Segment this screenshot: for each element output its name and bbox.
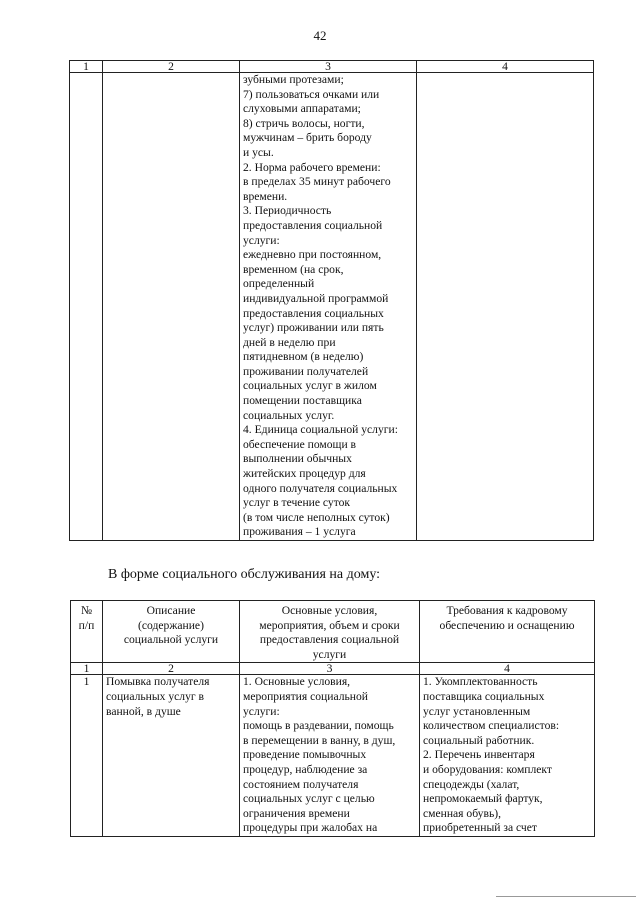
header-line: мероприятия, объем и сроки [259, 618, 400, 632]
header-line: Описание [146, 604, 196, 617]
text-line: количеством специалистов: [423, 719, 560, 733]
table-header-numbers-row [71, 663, 595, 675]
service-description-cell [103, 73, 240, 541]
header-line: Основные условия, [281, 604, 378, 617]
text-line: 7) пользоваться очками или [243, 87, 380, 101]
section-title: В форме социального обслуживания на дому: [108, 567, 381, 582]
text-line: и усы. [243, 145, 274, 159]
text-line: индивидуальной программой [243, 291, 389, 305]
header-line: (содержание) [138, 618, 204, 632]
service-description-cell [103, 675, 240, 837]
text-line: услуг) проживании или пять [243, 321, 384, 335]
text-line: в перемещении в ванну, в душ, [243, 733, 396, 747]
text-line: одного получателя социальных [243, 481, 398, 495]
header-line: предоставления социальной [259, 633, 400, 647]
column-number-3: 3 [240, 61, 417, 73]
text-line: ограничения времени [243, 806, 350, 820]
text-line: предоставления социальной [243, 218, 383, 232]
text-line: пятидневном (в неделю) [243, 350, 364, 364]
table-header-numbers-row [70, 61, 594, 73]
continued-services-table [69, 60, 594, 541]
text-line: дней в неделю при [243, 335, 336, 349]
text-line: процедур, наблюдение за [243, 762, 368, 776]
text-line: состоянием получателя [243, 777, 359, 791]
column-number-3: 3 [240, 663, 420, 675]
text-line: 4. Единица социальной услуги: [243, 423, 398, 437]
column-number-4: 4 [417, 61, 594, 73]
staffing-requirements-cell [417, 73, 594, 541]
text-line: услуг установленным [423, 704, 531, 718]
header-line: социальной услуги [123, 633, 219, 647]
text-line: проживания – 1 услуга [243, 525, 356, 539]
text-line: 8) стричь волосы, ногти, [243, 116, 365, 130]
header-line: п/п [78, 618, 95, 632]
home-services-table [70, 600, 595, 837]
text-line: 2. Норма рабочего времени: [243, 160, 381, 174]
text-line: в пределах 35 минут рабочего [243, 175, 391, 189]
text-line: процедуры при жалобах на [243, 821, 378, 835]
row-number-cell [70, 73, 103, 541]
column-number-1: 1 [70, 61, 103, 73]
header-line: обеспечению и оснащению [439, 618, 575, 632]
column-number-2: 2 [103, 663, 240, 675]
text-line: проживании получателей [243, 364, 369, 378]
column-number-4: 4 [420, 663, 595, 675]
text-line: Помывка получателя [106, 675, 210, 689]
text-line: обеспечение помощи в [243, 437, 357, 451]
text-line: зубными протезами; [243, 73, 344, 86]
row-number-cell: 1 [71, 675, 103, 837]
text-line: сменная обувь), [423, 806, 501, 820]
text-line: 3. Периодичность [243, 204, 332, 218]
page-number: 42 [313, 28, 327, 43]
text-line: приобретенный за счет [423, 821, 537, 835]
column-number-2: 2 [103, 61, 240, 73]
text-line: помещении поставщика [243, 394, 362, 408]
header-requirements [420, 601, 595, 663]
text-line: социальных услуг. [243, 408, 335, 422]
text-line: временном (на срок, [243, 262, 344, 276]
table-row [70, 73, 594, 541]
text-line: спецодежды (халат, [423, 777, 520, 791]
text-line: мужчинам – брить бороду [243, 131, 372, 145]
text-line: непромокаемый фартук, [423, 792, 543, 806]
header-description [103, 601, 240, 663]
text-line: мероприятия социальной [243, 689, 368, 703]
text-line: социальный работник. [423, 733, 535, 747]
text-line: проведение помывочных [243, 748, 367, 762]
text-line: предоставления социальных [243, 306, 384, 320]
column-number-1: 1 [71, 663, 103, 675]
text-line: поставщика социальных [423, 689, 545, 703]
table-header-row [71, 601, 595, 663]
staffing-requirements-cell [420, 675, 595, 837]
header-line: Требования к кадровому [446, 604, 568, 617]
header-number [71, 601, 103, 663]
text-line: 2. Перечень инвентаря [423, 748, 535, 762]
text-line: выполнении обычных [243, 452, 352, 466]
text-line: и оборудования: комплект [423, 762, 552, 776]
text-line: 1. Основные условия, [243, 675, 351, 689]
text-line: времени. [243, 189, 288, 203]
text-line: ежедневно при постоянном, [243, 248, 382, 262]
text-line: определенный [243, 277, 315, 291]
service-conditions-cell [240, 675, 420, 837]
text-line: (в том числе неполных суток) [243, 510, 390, 524]
footer-divider [496, 896, 636, 897]
text-line: услуги: [243, 233, 280, 247]
text-line: житейских процедур для [243, 467, 366, 481]
header-conditions [240, 601, 420, 663]
table-row [71, 675, 595, 837]
header-line: № [80, 604, 93, 617]
text-line: услуги: [243, 704, 280, 718]
text-line: помощь в раздевании, помощь [243, 719, 394, 733]
text-line: социальных услуг с целью [243, 792, 375, 806]
text-line: 1. Укомплектованность [423, 675, 538, 689]
text-line: услуг в течение суток [243, 496, 351, 510]
text-line: слуховыми аппаратами; [243, 102, 361, 116]
text-line: социальных услуг в жилом [243, 379, 377, 393]
header-line: услуги [312, 647, 347, 661]
text-line: социальных услуг в [106, 689, 205, 703]
text-line: ванной, в душе [106, 704, 181, 718]
service-conditions-cell [240, 73, 417, 541]
